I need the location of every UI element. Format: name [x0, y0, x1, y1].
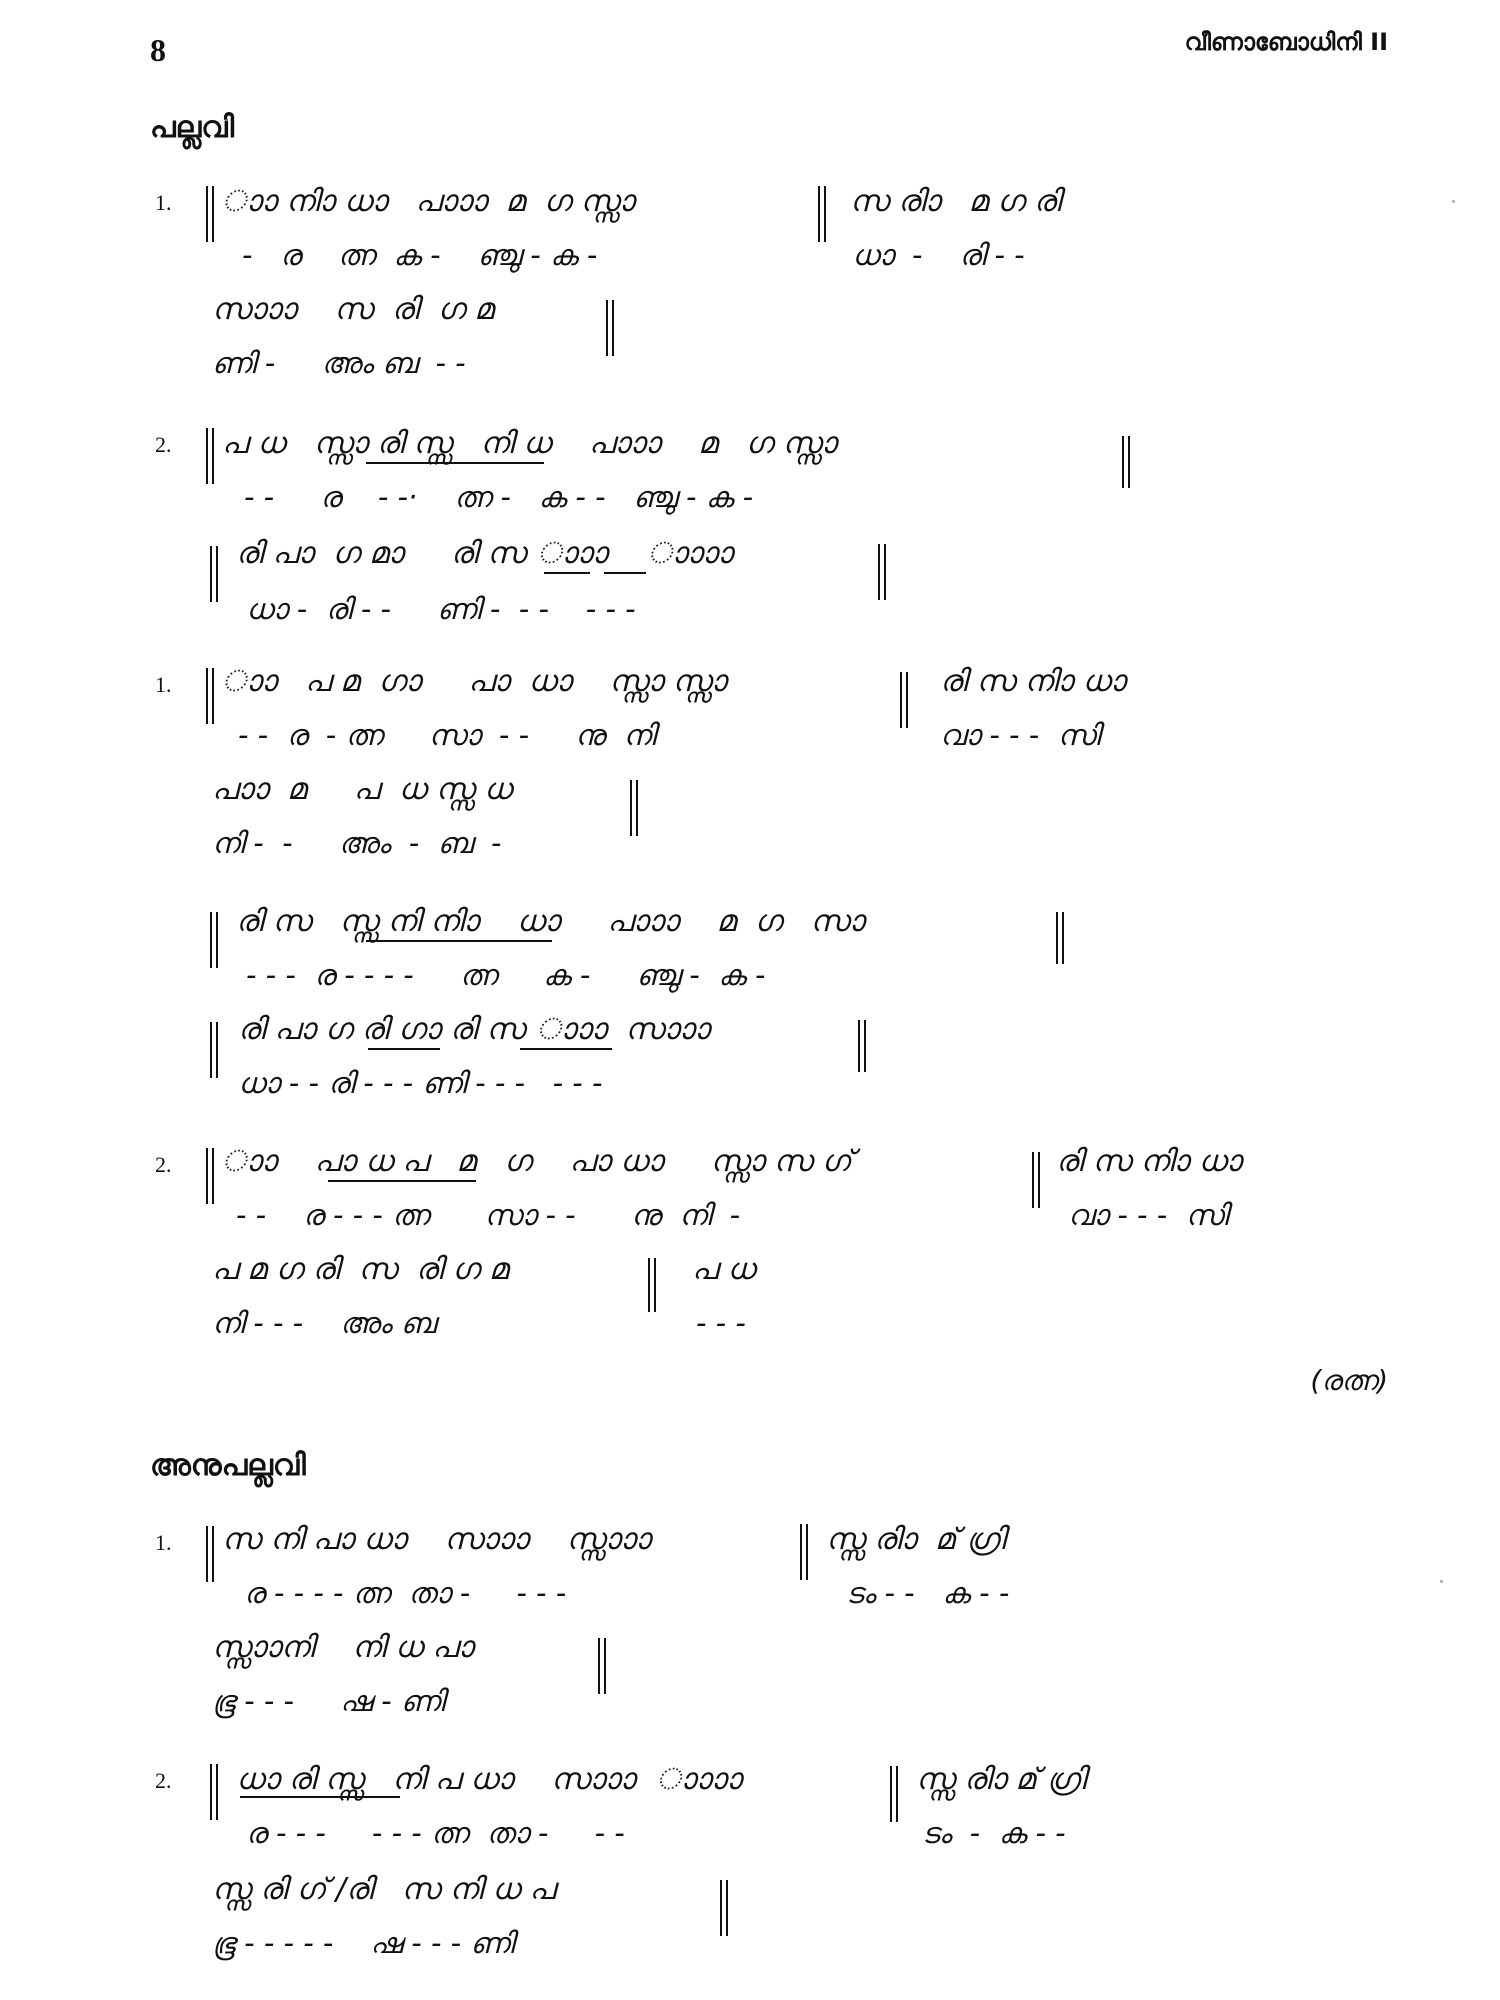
- underline: [368, 1048, 440, 1050]
- swara-line: ാാ നിാ ധാ പാാാ മ ഗ സ്സാ: [222, 184, 635, 219]
- swara-line: സ രിാ മ ഗ രി: [850, 184, 1061, 219]
- swara-line: രി പാ ഗ രി ഗാ രി സ ാാാ സാാാ: [238, 1012, 710, 1047]
- line-number: 1.: [155, 672, 172, 697]
- double-barline: [858, 1020, 866, 1072]
- double-barline: [206, 428, 214, 484]
- lyric-line: ര - - - - ത്ന താ - - - -: [244, 1576, 567, 1610]
- double-barline: [648, 1258, 656, 1312]
- line-number: 1.: [155, 1530, 172, 1555]
- double-barline: [630, 780, 638, 836]
- double-barline: [210, 546, 218, 602]
- lyric-line: - - -: [696, 1306, 746, 1340]
- lyric-line: - ര ത്ന ക - ഞ്ചു - ക -: [242, 238, 598, 272]
- lyric-line: ണി - അം ബ - -: [212, 346, 466, 380]
- lyric-line: - - ര - - - ത്ന സാ - - നു നി -: [236, 1198, 741, 1232]
- lyric-line: ടം - ക - -: [922, 1816, 1066, 1850]
- section-footnote: (രത്ന): [1310, 1364, 1388, 1397]
- underline: [544, 572, 590, 574]
- double-barline: [206, 1526, 214, 1582]
- swara-line: സ നി പാ ധാ സാാാ സ്സാാാ: [222, 1522, 651, 1557]
- lyric-line: വാ - - - സി: [1068, 1198, 1228, 1232]
- swara-line: ാാ പ മ ഗാ പാ ധാ സ്സാ സ്സാ: [222, 664, 727, 699]
- double-barline: [206, 668, 214, 724]
- lyric-line: നി - - അം - ബ -: [212, 826, 502, 860]
- swara-line: രി സ സ്സ നി നിാ ധാ പാാാ മ ഗ സാ: [236, 904, 865, 939]
- double-barline: [800, 1524, 808, 1580]
- swara-line: സ്സ രിാ മ് ഗ്രി: [916, 1762, 1086, 1797]
- swara-line: പ മ ഗ രി സ രി ഗ മ: [212, 1252, 508, 1287]
- swara-line: ാാ പാ ധ പ മ ഗ പാ ധാ സ്സാ സ ഗ്: [222, 1144, 852, 1179]
- scan-speck: [1452, 200, 1455, 203]
- line-number: 2.: [155, 1768, 172, 1793]
- underline: [604, 572, 646, 574]
- lyric-line: ധാ - - രി - - - ണി - - - - - -: [238, 1066, 603, 1100]
- swara-line: പ ധ: [692, 1252, 756, 1287]
- page-number: 8: [150, 32, 166, 68]
- lyric-line: ഭൂ - - - - - ഷ - - - ണി: [212, 1926, 514, 1960]
- swara-line: പ ധ സ്സാ രി സ്സ നി ധ പാാാ മ ഗ സ്സാ: [222, 426, 837, 461]
- double-barline: [720, 1880, 728, 1936]
- double-barline: [1056, 912, 1064, 964]
- swara-line: പാാ മ പ ധ സ്സ ധ: [212, 772, 512, 807]
- double-barline: [1032, 1152, 1040, 1208]
- swara-line: രി സ നിാ ധാ: [940, 664, 1126, 699]
- double-barline: [1122, 436, 1130, 488]
- double-barline: [210, 1022, 218, 1078]
- swara-line: രി പാ ഗ മാ രി സ ാാാ ാാാാ: [236, 536, 733, 571]
- double-barline: [890, 1766, 898, 1822]
- scan-speck: [1440, 1580, 1443, 1583]
- underline: [520, 1048, 612, 1050]
- double-barline: [598, 1638, 606, 1694]
- line-number: 2.: [155, 432, 172, 457]
- book-title: വീണാബോധിനി II: [1184, 28, 1388, 56]
- lyric-line: നി - - - അം ബ: [212, 1306, 436, 1340]
- section-title-pallavi: പല്ലവി: [150, 110, 235, 145]
- double-barline: [206, 186, 214, 242]
- double-barline: [606, 300, 614, 356]
- double-barline: [206, 1148, 214, 1204]
- swara-line: രി സ നിാ ധാ: [1056, 1144, 1242, 1179]
- double-barline: [878, 544, 886, 600]
- double-barline: [210, 1764, 218, 1820]
- line-number: 1.: [155, 190, 172, 215]
- lyric-line: ധാ - രി - - ണി - - - - - -: [246, 592, 636, 626]
- underline: [366, 940, 552, 942]
- lyric-line: വാ - - - സി: [940, 718, 1100, 752]
- lyric-line: - - ര - -· ത്ന - ക - - ഞ്ചു - ക -: [244, 480, 754, 514]
- swara-line: സാാാ സ രി ഗ മ: [212, 292, 494, 327]
- underline: [328, 1180, 476, 1182]
- line-number: 2.: [155, 1152, 172, 1177]
- double-barline: [900, 672, 908, 728]
- lyric-line: - - - ര - - - - ത്ന ക - ഞ്ചു - ക -: [246, 958, 766, 992]
- underline: [240, 1796, 400, 1798]
- swara-line: സ്സാാനി നി ധ പാ: [212, 1630, 474, 1665]
- double-barline: [210, 912, 218, 968]
- swara-line: സ്സ രി ഗ് /രി സ നി ധ പ: [212, 1872, 556, 1907]
- swara-line: ധാ രി സ്സ നി പ ധാ സാാാ ാാാാ: [236, 1762, 742, 1797]
- section-title-anupallavi: അനുപല്ലവി: [150, 1448, 306, 1483]
- lyric-line: ര - - - - - - ത്ന താ - - -: [246, 1816, 625, 1850]
- lyric-line: ഭൂ - - - ഷ - ണി: [212, 1684, 445, 1718]
- lyric-line: - - ര - ത്ന സാ - - നു നി: [238, 718, 656, 752]
- lyric-line: ടം - - ക - -: [846, 1576, 1010, 1610]
- lyric-line: ധാ - രി - -: [852, 238, 1025, 272]
- underline: [366, 462, 544, 464]
- swara-line: സ്സ രിാ മ് ഗ്രി: [826, 1522, 1006, 1557]
- double-barline: [818, 186, 826, 242]
